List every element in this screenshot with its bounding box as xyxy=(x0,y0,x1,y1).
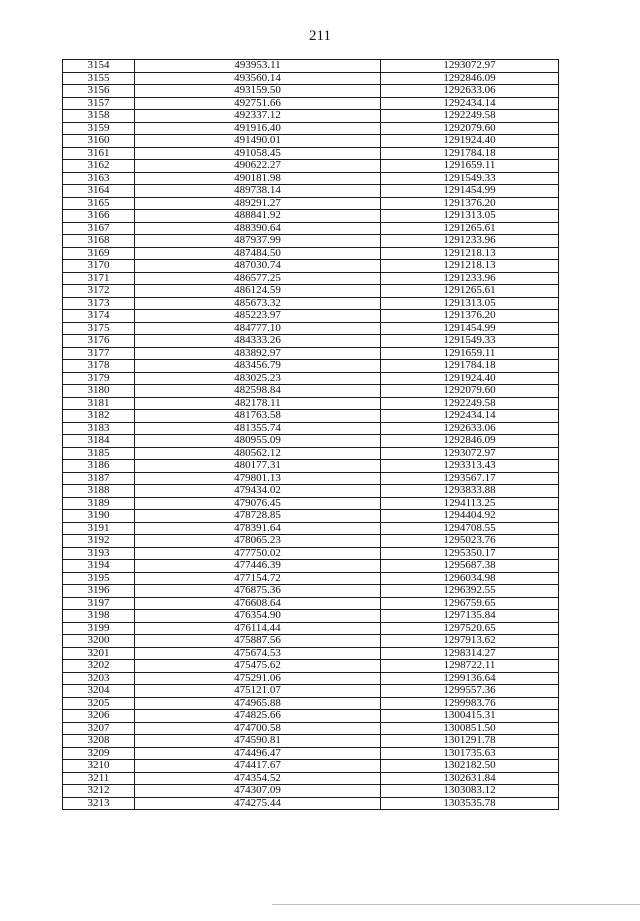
y-coordinate-cell: 1291454.99 xyxy=(381,322,559,335)
x-coordinate-cell: 484777.10 xyxy=(135,322,381,335)
y-coordinate-cell: 1299136.64 xyxy=(381,672,559,685)
y-coordinate-cell: 1295350.17 xyxy=(381,547,559,560)
point-number-cell: 3173 xyxy=(63,297,135,310)
x-coordinate-cell: 478391.64 xyxy=(135,522,381,535)
page-number: 211 xyxy=(309,28,331,44)
table-row xyxy=(63,535,559,548)
table-row xyxy=(63,510,559,523)
x-coordinate-cell: 474965.88 xyxy=(135,697,381,710)
y-coordinate-cell: 1301291.78 xyxy=(381,735,559,748)
point-number-cell: 3208 xyxy=(63,735,135,748)
point-number-cell: 3195 xyxy=(63,572,135,585)
table-row xyxy=(63,297,559,310)
table-row xyxy=(63,335,559,348)
y-coordinate-cell: 1291659.11 xyxy=(381,347,559,360)
table-row xyxy=(63,272,559,285)
table-row xyxy=(63,635,559,648)
x-coordinate-cell: 475674.53 xyxy=(135,647,381,660)
point-number-cell: 3169 xyxy=(63,247,135,260)
x-coordinate-cell: 474354.52 xyxy=(135,772,381,785)
point-number-cell: 3210 xyxy=(63,760,135,773)
point-number-cell: 3188 xyxy=(63,485,135,498)
table-row xyxy=(63,760,559,773)
x-coordinate-cell: 489291.27 xyxy=(135,197,381,210)
y-coordinate-cell: 1298722.11 xyxy=(381,660,559,673)
point-number-cell: 3201 xyxy=(63,647,135,660)
x-coordinate-cell: 478728.85 xyxy=(135,510,381,523)
table-row xyxy=(63,797,559,810)
table-row xyxy=(63,410,559,423)
y-coordinate-cell: 1291218.13 xyxy=(381,247,559,260)
point-number-cell: 3154 xyxy=(63,60,135,73)
table-row xyxy=(63,397,559,410)
y-coordinate-cell: 1303083.12 xyxy=(381,785,559,798)
table-row xyxy=(63,122,559,135)
coordinates-table-body xyxy=(63,60,559,810)
x-coordinate-cell: 483025.23 xyxy=(135,372,381,385)
point-number-cell: 3160 xyxy=(63,135,135,148)
point-number-cell: 3189 xyxy=(63,497,135,510)
y-coordinate-cell: 1299557.36 xyxy=(381,685,559,698)
x-coordinate-cell: 493159.50 xyxy=(135,85,381,98)
x-coordinate-cell: 487484.50 xyxy=(135,247,381,260)
x-coordinate-cell: 480177.31 xyxy=(135,460,381,473)
x-coordinate-cell: 482598.84 xyxy=(135,385,381,398)
x-coordinate-cell: 488390.64 xyxy=(135,222,381,235)
x-coordinate-cell: 479434.02 xyxy=(135,485,381,498)
y-coordinate-cell: 1291265.61 xyxy=(381,222,559,235)
table-row xyxy=(63,222,559,235)
table-row xyxy=(63,435,559,448)
y-coordinate-cell: 1291376.20 xyxy=(381,310,559,323)
x-coordinate-cell: 490622.27 xyxy=(135,160,381,173)
point-number-cell: 3212 xyxy=(63,785,135,798)
table-row xyxy=(63,160,559,173)
point-number-cell: 3179 xyxy=(63,372,135,385)
x-coordinate-cell: 474307.09 xyxy=(135,785,381,798)
point-number-cell: 3184 xyxy=(63,435,135,448)
y-coordinate-cell: 1292633.06 xyxy=(381,85,559,98)
table-row xyxy=(63,197,559,210)
point-number-cell: 3181 xyxy=(63,397,135,410)
point-number-cell: 3190 xyxy=(63,510,135,523)
point-number-cell: 3167 xyxy=(63,222,135,235)
table-row xyxy=(63,422,559,435)
table-row xyxy=(63,360,559,373)
point-number-cell: 3174 xyxy=(63,310,135,323)
y-coordinate-cell: 1291313.05 xyxy=(381,297,559,310)
table-row xyxy=(63,585,559,598)
x-coordinate-cell: 493953.11 xyxy=(135,60,381,73)
table-row xyxy=(63,472,559,485)
point-number-cell: 3175 xyxy=(63,322,135,335)
y-coordinate-cell: 1295687.38 xyxy=(381,560,559,573)
point-number-cell: 3176 xyxy=(63,335,135,348)
x-coordinate-cell: 480955.09 xyxy=(135,435,381,448)
y-coordinate-cell: 1295023.76 xyxy=(381,535,559,548)
y-coordinate-cell: 1292079.60 xyxy=(381,385,559,398)
point-number-cell: 3209 xyxy=(63,747,135,760)
y-coordinate-cell: 1291549.33 xyxy=(381,172,559,185)
x-coordinate-cell: 491916.40 xyxy=(135,122,381,135)
point-number-cell: 3206 xyxy=(63,710,135,723)
x-coordinate-cell: 475887.56 xyxy=(135,635,381,648)
point-number-cell: 3177 xyxy=(63,347,135,360)
y-coordinate-cell: 1300851.50 xyxy=(381,722,559,735)
y-coordinate-cell: 1302182.50 xyxy=(381,760,559,773)
point-number-cell: 3182 xyxy=(63,410,135,423)
x-coordinate-cell: 485223.97 xyxy=(135,310,381,323)
y-coordinate-cell: 1294113.25 xyxy=(381,497,559,510)
table-row xyxy=(63,647,559,660)
point-number-cell: 3187 xyxy=(63,472,135,485)
y-coordinate-cell: 1292846.09 xyxy=(381,435,559,448)
x-coordinate-cell: 492751.66 xyxy=(135,97,381,110)
table-row xyxy=(63,210,559,223)
table-row xyxy=(63,547,559,560)
table-row xyxy=(63,710,559,723)
x-coordinate-cell: 479801.13 xyxy=(135,472,381,485)
coordinates-table xyxy=(62,59,559,810)
table-row xyxy=(63,72,559,85)
x-coordinate-cell: 490181.98 xyxy=(135,172,381,185)
x-coordinate-cell: 476875.36 xyxy=(135,585,381,598)
table-row xyxy=(63,685,559,698)
y-coordinate-cell: 1294708.55 xyxy=(381,522,559,535)
x-coordinate-cell: 476608.64 xyxy=(135,597,381,610)
x-coordinate-cell: 485673.32 xyxy=(135,297,381,310)
x-coordinate-cell: 487937.99 xyxy=(135,235,381,248)
y-coordinate-cell: 1291924.40 xyxy=(381,372,559,385)
table-row xyxy=(63,110,559,123)
x-coordinate-cell: 483892.97 xyxy=(135,347,381,360)
point-number-cell: 3213 xyxy=(63,797,135,810)
y-coordinate-cell: 1292079.60 xyxy=(381,122,559,135)
y-coordinate-cell: 1302631.84 xyxy=(381,772,559,785)
y-coordinate-cell: 1291376.20 xyxy=(381,197,559,210)
y-coordinate-cell: 1291218.13 xyxy=(381,260,559,273)
point-number-cell: 3158 xyxy=(63,110,135,123)
point-number-cell: 3202 xyxy=(63,660,135,673)
point-number-cell: 3155 xyxy=(63,72,135,85)
table-row xyxy=(63,785,559,798)
y-coordinate-cell: 1292633.06 xyxy=(381,422,559,435)
point-number-cell: 3193 xyxy=(63,547,135,560)
point-number-cell: 3168 xyxy=(63,235,135,248)
point-number-cell: 3171 xyxy=(63,272,135,285)
table-row xyxy=(63,660,559,673)
point-number-cell: 3199 xyxy=(63,622,135,635)
point-number-cell: 3186 xyxy=(63,460,135,473)
y-coordinate-cell: 1296392.55 xyxy=(381,585,559,598)
table-row xyxy=(63,172,559,185)
y-coordinate-cell: 1291233.96 xyxy=(381,272,559,285)
x-coordinate-cell: 477154.72 xyxy=(135,572,381,585)
table-row xyxy=(63,747,559,760)
table-row xyxy=(63,260,559,273)
table-row xyxy=(63,560,559,573)
y-coordinate-cell: 1296034.98 xyxy=(381,572,559,585)
x-coordinate-cell: 478065.23 xyxy=(135,535,381,548)
table-row xyxy=(63,322,559,335)
y-coordinate-cell: 1291659.11 xyxy=(381,160,559,173)
table-row xyxy=(63,672,559,685)
x-coordinate-cell: 486577.25 xyxy=(135,272,381,285)
point-number-cell: 3161 xyxy=(63,147,135,160)
table-row xyxy=(63,735,559,748)
table-row xyxy=(63,522,559,535)
point-number-cell: 3194 xyxy=(63,560,135,573)
y-coordinate-cell: 1297520.65 xyxy=(381,622,559,635)
table-row xyxy=(63,622,559,635)
x-coordinate-cell: 474417.67 xyxy=(135,760,381,773)
y-coordinate-cell: 1296759.65 xyxy=(381,597,559,610)
point-number-cell: 3164 xyxy=(63,185,135,198)
x-coordinate-cell: 487030.74 xyxy=(135,260,381,273)
y-coordinate-cell: 1291784.18 xyxy=(381,147,559,160)
y-coordinate-cell: 1299983.76 xyxy=(381,697,559,710)
table-row xyxy=(63,372,559,385)
x-coordinate-cell: 491490.01 xyxy=(135,135,381,148)
point-number-cell: 3170 xyxy=(63,260,135,273)
point-number-cell: 3183 xyxy=(63,422,135,435)
table-row xyxy=(63,485,559,498)
point-number-cell: 3157 xyxy=(63,97,135,110)
y-coordinate-cell: 1293313.43 xyxy=(381,460,559,473)
table-row xyxy=(63,460,559,473)
y-coordinate-cell: 1291784.18 xyxy=(381,360,559,373)
y-coordinate-cell: 1292434.14 xyxy=(381,97,559,110)
point-number-cell: 3191 xyxy=(63,522,135,535)
x-coordinate-cell: 477446.39 xyxy=(135,560,381,573)
table-row xyxy=(63,597,559,610)
y-coordinate-cell: 1292249.58 xyxy=(381,110,559,123)
point-number-cell: 3197 xyxy=(63,597,135,610)
point-number-cell: 3192 xyxy=(63,535,135,548)
table-row xyxy=(63,185,559,198)
point-number-cell: 3172 xyxy=(63,285,135,298)
page-bottom-rule xyxy=(272,904,640,905)
point-number-cell: 3203 xyxy=(63,672,135,685)
table-row xyxy=(63,285,559,298)
x-coordinate-cell: 476114.44 xyxy=(135,622,381,635)
table-row xyxy=(63,147,559,160)
x-coordinate-cell: 489738.14 xyxy=(135,185,381,198)
point-number-cell: 3198 xyxy=(63,610,135,623)
y-coordinate-cell: 1291233.96 xyxy=(381,235,559,248)
point-number-cell: 3165 xyxy=(63,197,135,210)
x-coordinate-cell: 475291.06 xyxy=(135,672,381,685)
table-row xyxy=(63,572,559,585)
x-coordinate-cell: 493560.14 xyxy=(135,72,381,85)
y-coordinate-cell: 1294404.92 xyxy=(381,510,559,523)
y-coordinate-cell: 1291454.99 xyxy=(381,185,559,198)
x-coordinate-cell: 482178.11 xyxy=(135,397,381,410)
x-coordinate-cell: 480562.12 xyxy=(135,447,381,460)
x-coordinate-cell: 481355.74 xyxy=(135,422,381,435)
table-row xyxy=(63,697,559,710)
point-number-cell: 3200 xyxy=(63,635,135,648)
y-coordinate-cell: 1298314.27 xyxy=(381,647,559,660)
y-coordinate-cell: 1301735.63 xyxy=(381,747,559,760)
x-coordinate-cell: 474825.66 xyxy=(135,710,381,723)
x-coordinate-cell: 475121.07 xyxy=(135,685,381,698)
x-coordinate-cell: 479076.45 xyxy=(135,497,381,510)
y-coordinate-cell: 1303535.78 xyxy=(381,797,559,810)
x-coordinate-cell: 488841.92 xyxy=(135,210,381,223)
x-coordinate-cell: 486124.59 xyxy=(135,285,381,298)
table-row xyxy=(63,97,559,110)
y-coordinate-cell: 1291265.61 xyxy=(381,285,559,298)
y-coordinate-cell: 1291549.33 xyxy=(381,335,559,348)
table-row xyxy=(63,235,559,248)
y-coordinate-cell: 1300415.31 xyxy=(381,710,559,723)
table-row xyxy=(63,135,559,148)
y-coordinate-cell: 1293833.88 xyxy=(381,485,559,498)
x-coordinate-cell: 476354.90 xyxy=(135,610,381,623)
y-coordinate-cell: 1291924.40 xyxy=(381,135,559,148)
point-number-cell: 3211 xyxy=(63,772,135,785)
y-coordinate-cell: 1293072.97 xyxy=(381,60,559,73)
x-coordinate-cell: 474496.47 xyxy=(135,747,381,760)
x-coordinate-cell: 491058.45 xyxy=(135,147,381,160)
point-number-cell: 3180 xyxy=(63,385,135,398)
table-row xyxy=(63,85,559,98)
table-row xyxy=(63,347,559,360)
point-number-cell: 3156 xyxy=(63,85,135,98)
x-coordinate-cell: 477750.02 xyxy=(135,547,381,560)
x-coordinate-cell: 474590.81 xyxy=(135,735,381,748)
table-row xyxy=(63,385,559,398)
point-number-cell: 3205 xyxy=(63,697,135,710)
point-number-cell: 3162 xyxy=(63,160,135,173)
x-coordinate-cell: 475475.62 xyxy=(135,660,381,673)
table-row xyxy=(63,497,559,510)
point-number-cell: 3207 xyxy=(63,722,135,735)
table-row xyxy=(63,447,559,460)
point-number-cell: 3196 xyxy=(63,585,135,598)
x-coordinate-cell: 481763.58 xyxy=(135,410,381,423)
x-coordinate-cell: 474700.58 xyxy=(135,722,381,735)
table-row xyxy=(63,772,559,785)
point-number-cell: 3204 xyxy=(63,685,135,698)
table-row xyxy=(63,310,559,323)
x-coordinate-cell: 483456.79 xyxy=(135,360,381,373)
point-number-cell: 3163 xyxy=(63,172,135,185)
y-coordinate-cell: 1297913.62 xyxy=(381,635,559,648)
table-row xyxy=(63,60,559,73)
y-coordinate-cell: 1292434.14 xyxy=(381,410,559,423)
y-coordinate-cell: 1293567.17 xyxy=(381,472,559,485)
point-number-cell: 3178 xyxy=(63,360,135,373)
x-coordinate-cell: 492337.12 xyxy=(135,110,381,123)
table-row xyxy=(63,247,559,260)
x-coordinate-cell: 484333.26 xyxy=(135,335,381,348)
point-number-cell: 3159 xyxy=(63,122,135,135)
table-row xyxy=(63,610,559,623)
y-coordinate-cell: 1293072.97 xyxy=(381,447,559,460)
y-coordinate-cell: 1292249.58 xyxy=(381,397,559,410)
y-coordinate-cell: 1297135.84 xyxy=(381,610,559,623)
y-coordinate-cell: 1291313.05 xyxy=(381,210,559,223)
y-coordinate-cell: 1292846.09 xyxy=(381,72,559,85)
x-coordinate-cell: 474275.44 xyxy=(135,797,381,810)
point-number-cell: 3185 xyxy=(63,447,135,460)
point-number-cell: 3166 xyxy=(63,210,135,223)
table-row xyxy=(63,722,559,735)
